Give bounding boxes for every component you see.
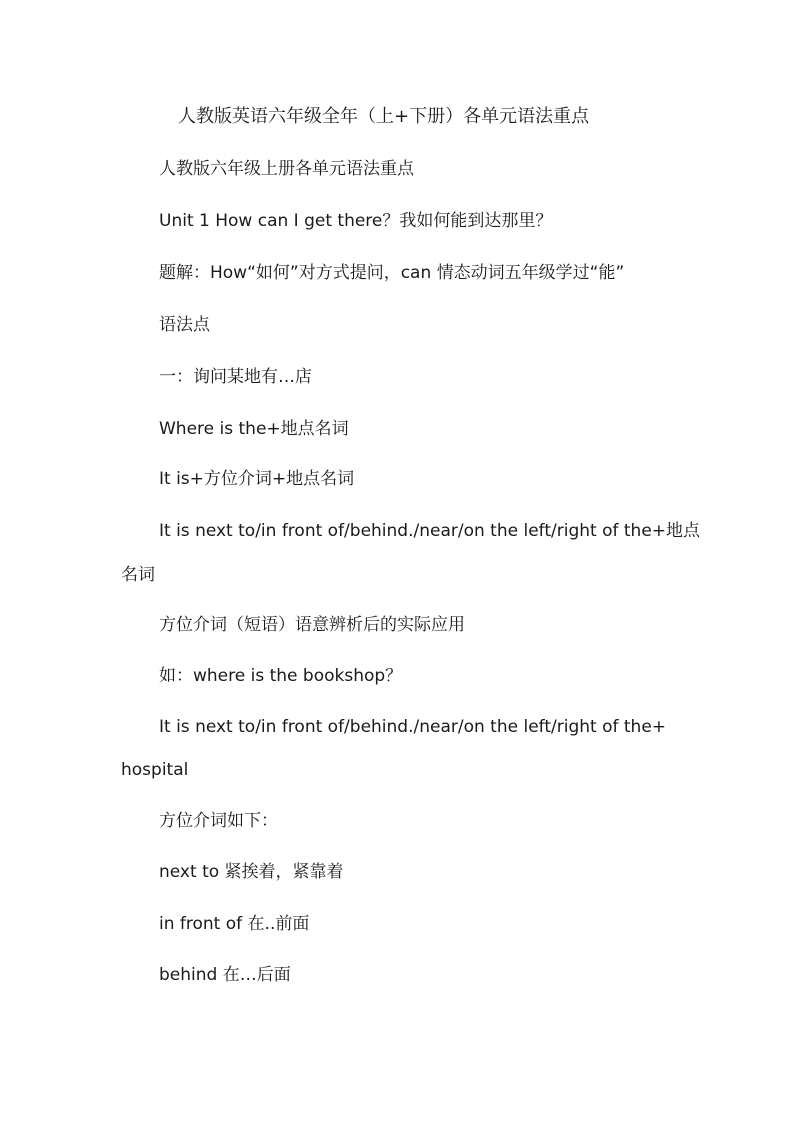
paragraph-line: 如：where is the bookshop？	[159, 666, 403, 686]
paragraph-line: 语法点	[159, 315, 210, 335]
paragraph-line: 方位介词（短语）语意辨析后的实际应用	[159, 615, 465, 635]
paragraph-line: next to 紧挨着，紧靠着	[159, 862, 344, 882]
document-title: 人教版英语六年级全年（上+下册）各单元语法重点	[178, 106, 590, 127]
paragraph-line: It is+方位介词+地点名词	[159, 469, 355, 489]
paragraph-line: Where is the+地点名词	[159, 419, 349, 439]
paragraph-line-continued: hospital	[121, 760, 189, 780]
section-heading: 人教版六年级上册各单元语法重点	[159, 159, 414, 179]
paragraph-line: 题解：How“如何”对方式提问，can 情态动词五年级学过“能”	[159, 263, 625, 283]
paragraph-line: 方位介词如下：	[159, 811, 278, 831]
unit-heading: Unit 1 How can I get there？我如何能到达那里？	[159, 211, 553, 231]
paragraph-line: It is next to/in front of/behind./near/on the left/right of the+	[159, 717, 667, 737]
paragraph-line: It is next to/in front of/behind./near/on the left/right of the+地点	[159, 521, 701, 541]
paragraph-line-continued: 名词	[121, 565, 155, 585]
paragraph-line: in front of 在..前面	[159, 914, 310, 934]
paragraph-line: behind 在…后面	[159, 965, 291, 985]
paragraph-line: 一：询问某地有…店	[159, 367, 312, 387]
